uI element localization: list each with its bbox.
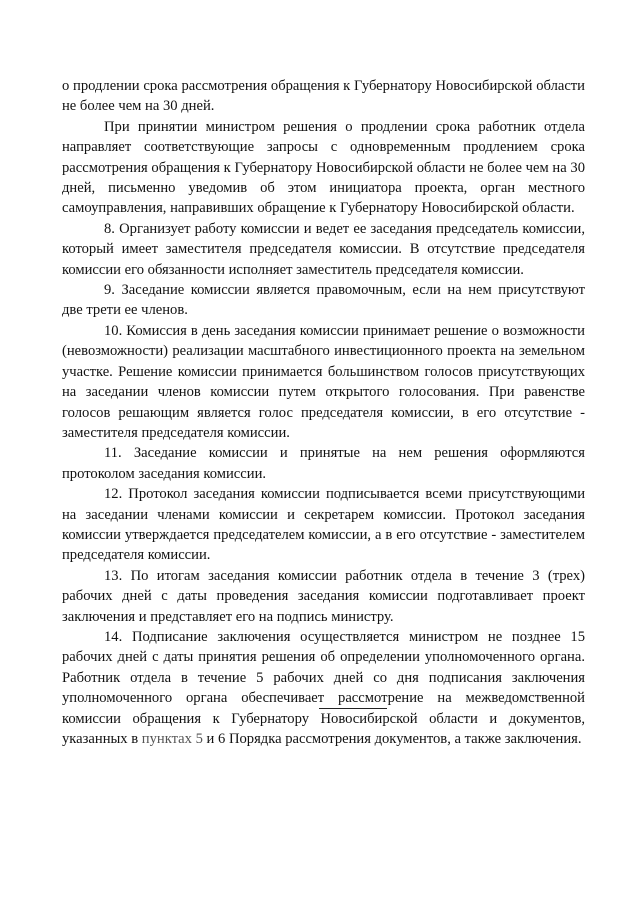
document-end-divider	[319, 708, 387, 709]
paragraph-14-text-before: 14. Подписание заключения осуществляется министром не позднее 15 рабочих дней с даты принятия решения об определении уполномоченного органа. Работник отдела в течение 5 рабочих дней со дня подписания заключения уполномоченного органа обеспечивает рассмотрение на межведомственной комиссии обращения к Губернатору Новосибирской области и документов, указанных в	[62, 628, 585, 747]
paragraph-13: 13. По итогам заседания комиссии работник отдела в течение 3 (трех) рабочих дней с даты проведения заседания комиссии подготавливает проект заключения и представляет его на подпись министру.	[62, 567, 585, 625]
document-body	[62, 76, 585, 749]
paragraph-14-text-after: и 6 Порядка рассмотрения документов, а также заключения.	[202, 731, 582, 747]
paragraph-11: 11. Заседание комиссии и принятые на нем решения оформляются протоколом заседания комиссии.	[62, 445, 585, 482]
paragraph-10: 10. Комиссия в день заседания комиссии принимает решение о возможности (невозможности) реализации масштабного инвестиционного проекта на земельном участке. Решение комиссии принимается большинством голосов присутствующих на заседании членов комиссии путем открытого голосования. При равенстве голосов решающим является голос председателя комиссии, в его отсутствие - заместителя председателя комиссии.	[62, 322, 585, 441]
paragraph-extension-decision: При принятии министром решения о продлении срока работник отдела направляет соответствующие запросы с одновременным продлением срока рассмотрения обращения к Губернатору Новосибирской области не более чем на 30 дней, письменно уведомив об этом инициатора проекта, орган местного самоуправления, направивших обращение к Губернатору Новосибирской области.	[62, 118, 585, 217]
paragraph-12: 12. Протокол заседания комиссии подписывается всеми присутствующими на заседании членами комиссии и секретарем комиссии. Протокол заседания комиссии утверждается председателем комиссии, а в его отсутствие - заместителем председателя комиссии.	[62, 486, 585, 564]
paragraph-14	[62, 627, 585, 749]
paragraph-8: 8. Организует работу комиссии и ведет ее заседания председатель комиссии, который имеет заместителя председателя комиссии. В отсутствие председателя комиссии его обязанности исполняет заместитель председателя комиссии.	[62, 220, 585, 278]
paragraph-continuation: о продлении срока рассмотрения обращения к Губернатору Новосибирской области не более чем на 30 дней.	[62, 78, 585, 115]
paragraph-9: 9. Заседание комиссии является правомочным, если на нем присутствуют две трети ее членов.	[62, 282, 585, 319]
reference-link-points-5[interactable]: пунктах 5	[141, 731, 203, 747]
